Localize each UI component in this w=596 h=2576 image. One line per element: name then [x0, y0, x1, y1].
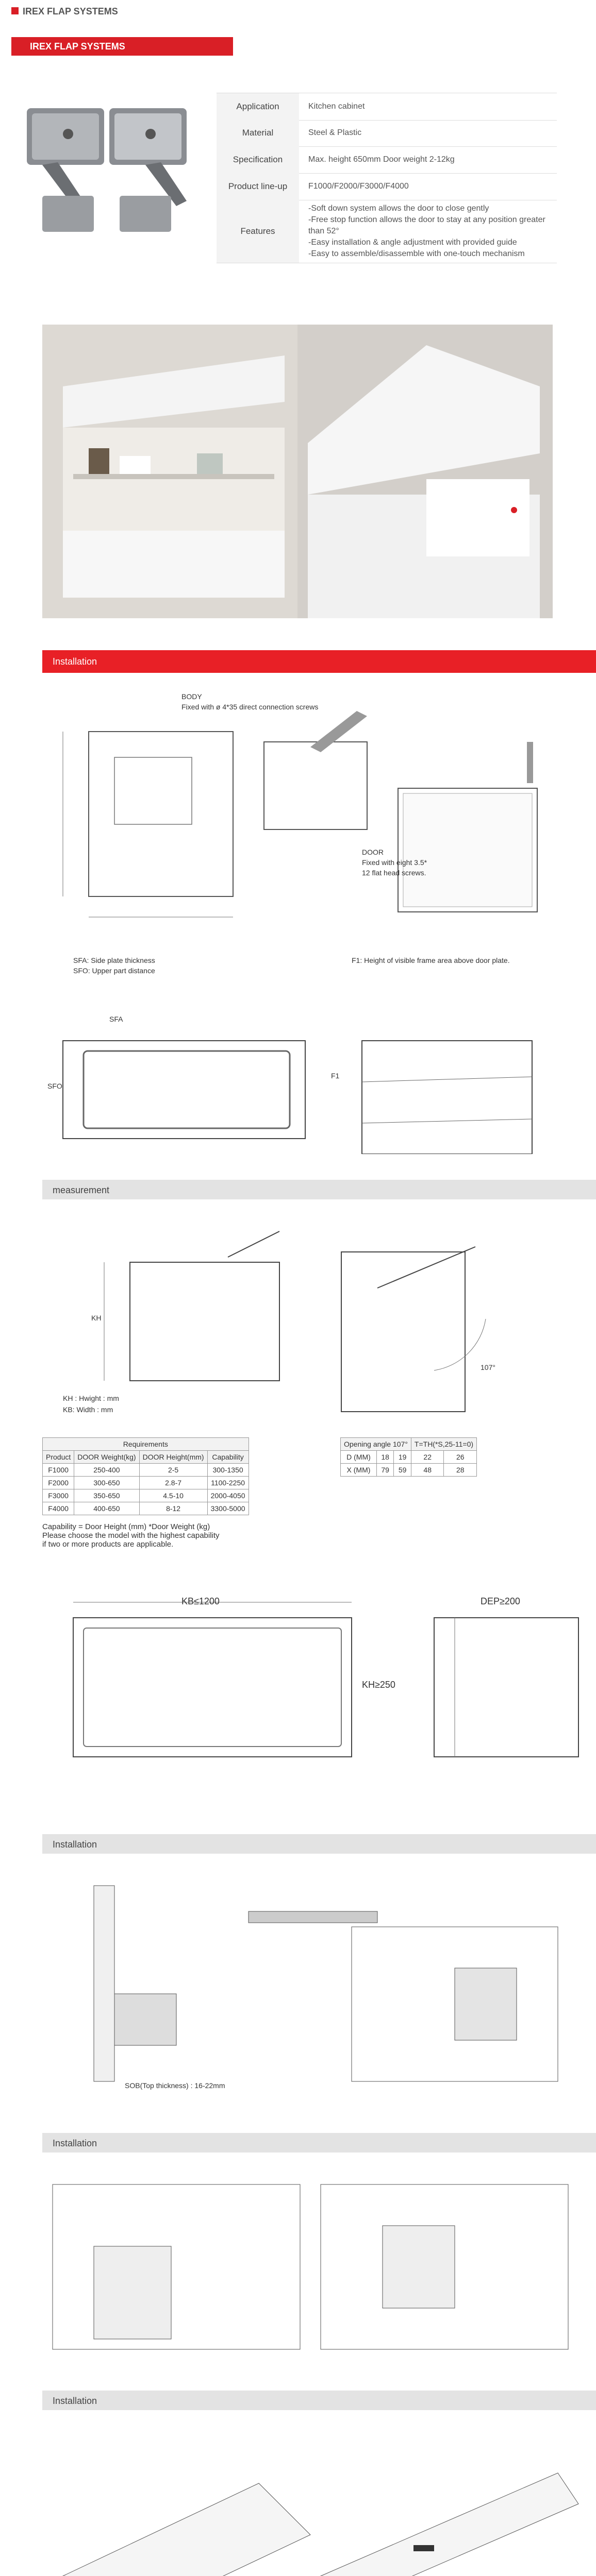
- table-row: [43, 1477, 249, 1489]
- table-cell: 2.8-7: [139, 1477, 207, 1489]
- table-cell: 1100-2250: [207, 1477, 249, 1489]
- table-row: [43, 1489, 249, 1502]
- table-cell: 300-650: [74, 1477, 139, 1489]
- page-title: IREX FLAP SYSTEMS: [23, 6, 118, 16]
- table-cell: 22: [411, 1451, 444, 1464]
- table-cell: 3300-5000: [207, 1502, 249, 1515]
- table-row: [43, 1464, 249, 1477]
- sfo-note: SFO: Upper part distance: [73, 967, 155, 975]
- title-tab-label: IREX FLAP SYSTEMS: [30, 41, 125, 52]
- table-cell: 250-400: [74, 1464, 139, 1477]
- table-cell: 79: [376, 1464, 393, 1477]
- feature-item: -Free stop function allows the door to stay at any position greater: [308, 215, 545, 224]
- sfa-label: SFA: [109, 1015, 123, 1023]
- requirements-note: Please choose the model with the highest capability: [42, 1531, 220, 1540]
- table-cell: F3000: [43, 1489, 74, 1502]
- table-cell: F2000: [43, 1477, 74, 1489]
- brand-square-icon: [11, 7, 19, 14]
- table-header: DOOR Height(mm): [139, 1451, 207, 1464]
- table-cell: 2-5: [139, 1464, 207, 1477]
- section-title: Installation: [53, 656, 97, 667]
- angle-table-header: T=TH(*S,25-11=0): [411, 1438, 476, 1451]
- spec-key: Material: [217, 120, 299, 146]
- spec-value: Max. height 650mm Door weight 2-12kg: [308, 155, 455, 164]
- kh-rule: KH≥250: [362, 1680, 395, 1690]
- spec-row: [217, 93, 557, 121]
- section-title: Installation: [53, 2138, 97, 2148]
- table-cell: 48: [411, 1464, 444, 1477]
- spec-value: F1000/F2000/F3000/F4000: [308, 182, 409, 191]
- section-header-installation: [42, 650, 596, 673]
- table-cell: 28: [444, 1464, 477, 1477]
- feature-item: than 52°: [308, 227, 339, 235]
- spec-row: [217, 120, 557, 147]
- features-list: [308, 200, 557, 263]
- table-row: [341, 1451, 477, 1464]
- table-cell: 4.5-10: [139, 1489, 207, 1502]
- requirements-table: [42, 1437, 310, 1549]
- table-cell: D (MM): [341, 1451, 377, 1464]
- section-header-installation: [42, 2391, 596, 2410]
- table-cell: 19: [394, 1451, 411, 1464]
- kb-rule: KB≤1200: [181, 1596, 220, 1606]
- table-cell: 18: [376, 1451, 393, 1464]
- spec-row-features: [217, 200, 557, 263]
- body-label: BODY: [181, 692, 202, 701]
- title-tab: [11, 37, 233, 56]
- table-cell: 400-650: [74, 1502, 139, 1515]
- f1-note: F1: Height of visible frame area above door plate.: [352, 956, 510, 964]
- sfa-sfo-diagram: [42, 956, 596, 1154]
- section-header-installation: [42, 1834, 596, 1854]
- spec-key: Product line-up: [217, 173, 299, 200]
- measurement-diagram: [42, 1216, 596, 1422]
- kh-note: KH : Hwight : mm: [63, 1394, 119, 1402]
- install-diagram-3: [42, 2164, 596, 2370]
- angle-label: 107°: [481, 1363, 495, 1371]
- dep-rule: DEP≥200: [481, 1596, 520, 1606]
- spec-value: Kitchen cabinet: [308, 102, 365, 111]
- section-title: measurement: [53, 1185, 110, 1195]
- door-label: DOOR: [362, 848, 384, 856]
- feature-item: -Easy to assemble/disassemble with one-touch mechanism: [308, 249, 525, 258]
- kitchen-photo-left: [42, 325, 297, 618]
- table-header: Product: [43, 1451, 74, 1464]
- door-note: 12 flat head screws.: [362, 869, 426, 877]
- table-header: Capability: [207, 1451, 249, 1464]
- spec-value: Steel & Plastic: [308, 128, 362, 137]
- table-row: [43, 1502, 249, 1515]
- section-header-installation: [42, 2133, 596, 2153]
- requirements-note: if two or more products are applicable.: [42, 1540, 174, 1549]
- table-cell: 8-12: [139, 1502, 207, 1515]
- table-cell: X (MM): [341, 1464, 377, 1477]
- install-diagram-2: [42, 1865, 596, 2102]
- spec-key: Specification: [217, 146, 299, 173]
- angle-table-header: Opening angle 107°: [341, 1438, 411, 1451]
- table-cell: 59: [394, 1464, 411, 1477]
- product-image: [11, 77, 207, 263]
- requirements-note: Capability = Door Height (mm) *Door Weight (kg): [42, 1522, 210, 1531]
- section-title: Installation: [53, 1839, 97, 1850]
- kh-label: KH: [91, 1314, 102, 1322]
- table-cell: F4000: [43, 1502, 74, 1515]
- install-diagram-4: [42, 2421, 596, 2576]
- spec-table: [217, 93, 557, 263]
- spec-row: [217, 146, 557, 174]
- spec-row: [217, 173, 557, 200]
- section-title: Installation: [53, 2396, 97, 2406]
- spec-key: Features: [217, 200, 299, 263]
- feature-item: -Soft down system allows the door to close gently: [308, 204, 489, 213]
- section-header-measurement: [42, 1180, 596, 1199]
- table-cell: 300-1350: [207, 1464, 249, 1477]
- table-cell: 2000-4050: [207, 1489, 249, 1502]
- spec-key: Application: [217, 93, 299, 120]
- dimension-rules-diagram: [42, 1587, 596, 1772]
- top-bar: [0, 0, 596, 20]
- kitchen-photo-right: [297, 325, 553, 618]
- body-note: Fixed with ø 4*35 direct connection screws: [181, 703, 319, 711]
- table-header: DOOR Weight(kg): [74, 1451, 139, 1464]
- sob-note: SOB(Top thickness) : 16-22mm: [125, 2081, 225, 2090]
- kb-note: KB: Width : mm: [63, 1405, 113, 1414]
- requirements-title: Requirements: [43, 1438, 249, 1451]
- door-note: Fixed with eight 3.5*: [362, 858, 427, 867]
- table-row: [341, 1464, 477, 1477]
- install-diagram-1: [42, 680, 596, 999]
- sfo-label: SFO: [47, 1082, 62, 1090]
- sfa-note: SFA: Side plate thickness: [73, 956, 155, 964]
- table-cell: 26: [444, 1451, 477, 1464]
- table-cell: F1000: [43, 1464, 74, 1477]
- f1-label: F1: [331, 1072, 340, 1080]
- table-cell: 350-650: [74, 1489, 139, 1502]
- feature-item: -Easy installation & angle adjustment with provided guide: [308, 238, 517, 247]
- angle-table: [340, 1437, 583, 1477]
